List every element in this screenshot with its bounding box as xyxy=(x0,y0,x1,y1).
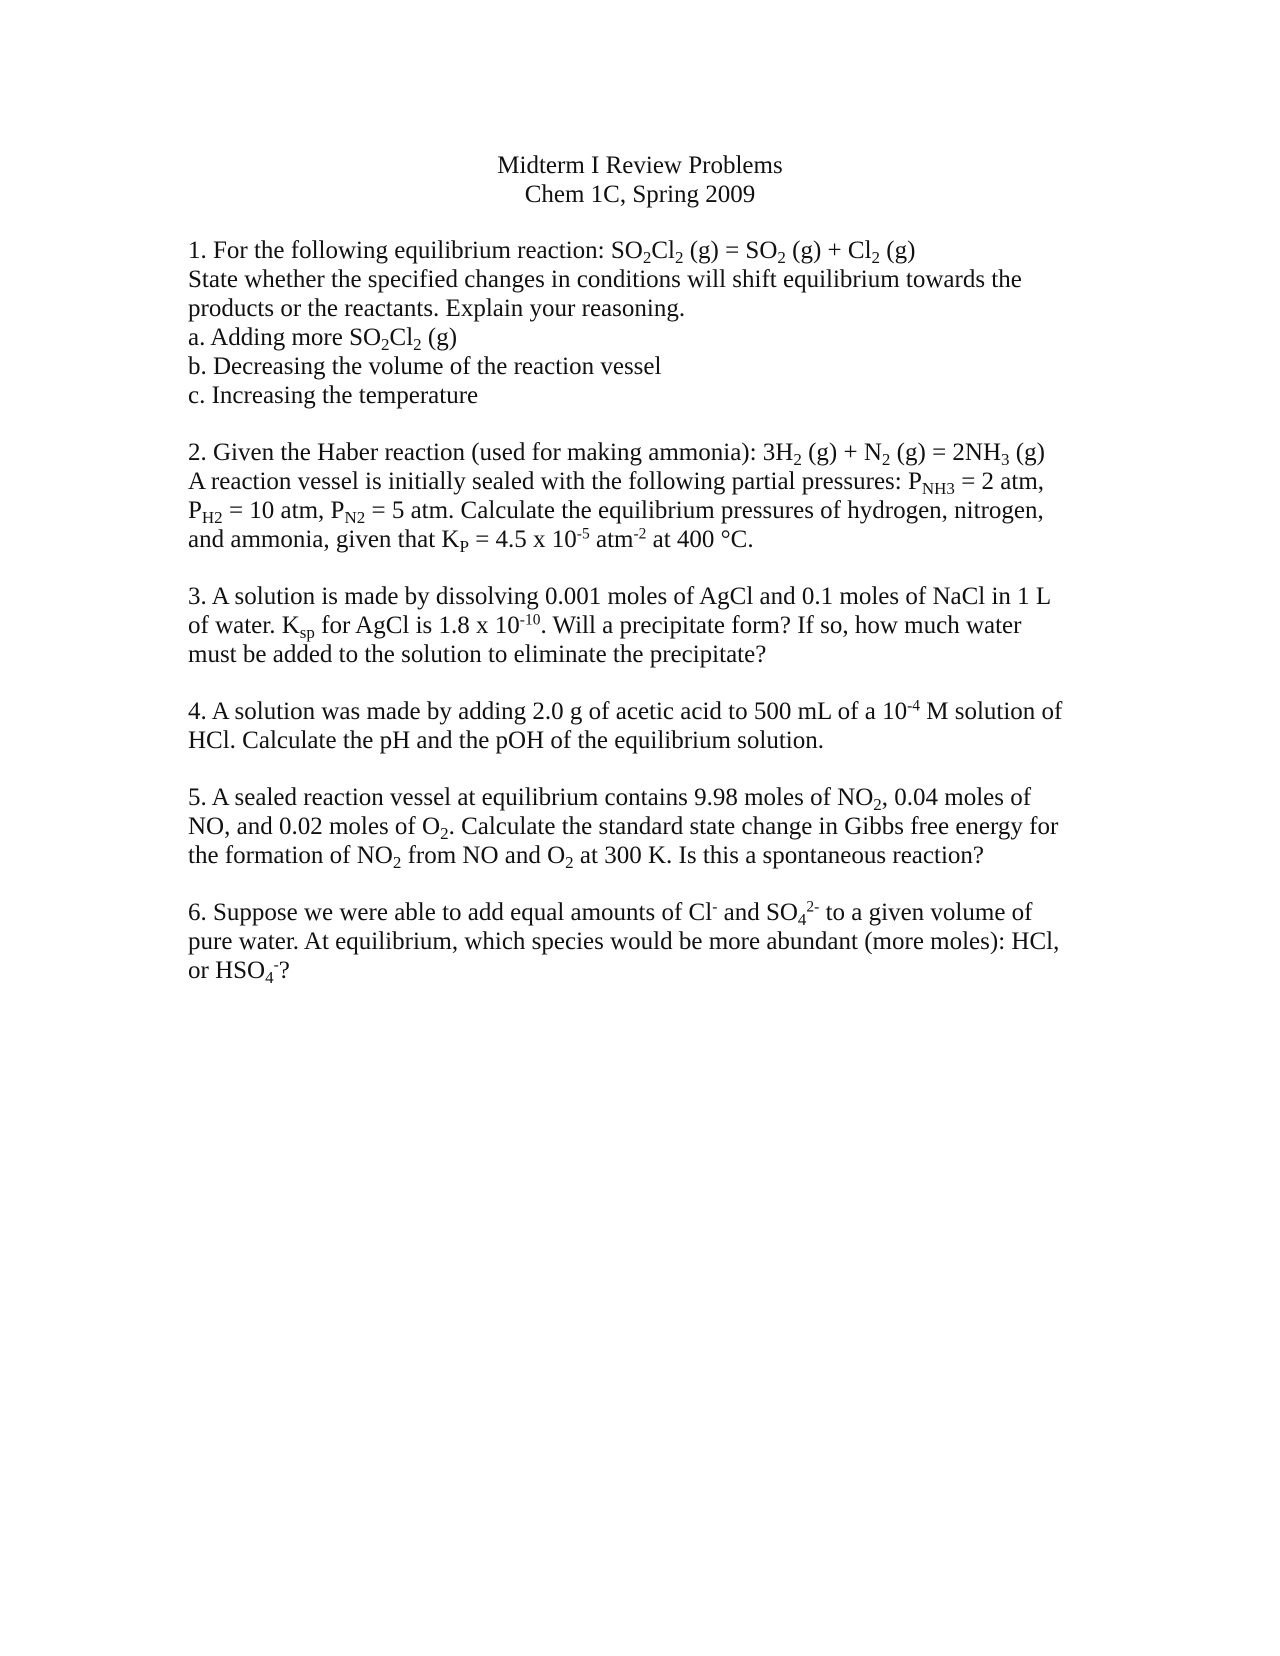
problem-1-line-2: State whether the specified changes in conditions will shift equilibrium towards the xyxy=(188,266,1022,293)
problem-6-line-3: or $HSO_4^-$? xyxy=(188,956,290,987)
problem-5 xyxy=(188,783,1088,870)
problem-6-line-2: pure water. At equilibrium, which species would be more abundant (more moles): HCl, xyxy=(188,928,1060,955)
problem-4-line-2: HCl. Calculate the pH and the pOH of the equilibrium solution. xyxy=(188,727,824,754)
problem-2-line-2: A reaction vessel is initially sealed with the following partial pressures: $P_{NH3} = 2$ atm, xyxy=(188,468,1045,498)
problem-1-part-b: b. Decreasing the volume of the reaction vessel xyxy=(188,353,662,380)
problem-6 xyxy=(188,898,1088,985)
problem-3 xyxy=(188,582,1088,669)
problem-5-line-2: NO, and 0.02 moles of $O_2$. Calculate the standard state change in Gibbs free energy for xyxy=(188,813,1059,843)
problem-2 xyxy=(188,438,1088,554)
problem-2-line-3: $P_{H2} = 10$ atm, $P_{N2} = 5$ atm. Calculate the equilibrium pressures of hydrogen, nitrogen, xyxy=(188,497,1044,527)
problem-3-line-1: 3. A solution is made by dissolving 0.001 moles of AgCl and 0.1 moles of NaCl in 1 L xyxy=(188,583,1052,610)
problem-2-line-1: 2. Given the Haber reaction (used for making ammonia): $3H_2$ $(g) + N_2$ $(g) = 2NH_3$ (g) xyxy=(188,439,1045,469)
problem-3-line-3: must be added to the solution to eliminate the precipitate? xyxy=(188,641,767,668)
problem-1-line-1: 1. For the following equilibrium reaction: $SO_2Cl_2$ $(g) = SO_2$ $(g) + Cl_2$ (g) xyxy=(188,237,916,267)
problem-list xyxy=(188,236,1088,985)
problem-3-line-2: of water. $K_{sp}$ for AgCl is 1.8 x $10^{-10}$. Will a precipitate form? If so, how much water xyxy=(188,611,1022,642)
problem-1-part-a: a. Adding more $SO_2Cl_2$ (g) xyxy=(188,324,458,354)
problem-1 xyxy=(188,236,1088,410)
problem-1-line-3: products or the reactants. Explain your reasoning. xyxy=(188,295,686,322)
document-header xyxy=(0,151,1280,209)
problem-5-line-3: the formation of $NO_2$ from NO and $O_2$ at 300 K. Is this a spontaneous reaction? xyxy=(188,842,984,872)
document-title: Midterm I Review Problems xyxy=(497,152,783,179)
problem-5-line-1: 5. A sealed reaction vessel at equilibrium contains 9.98 moles of $NO_2$, 0.04 moles of xyxy=(188,784,1032,814)
problem-2-line-4: and ammonia, given that $K_P = 4.5$ x $10^{-5}$ atm$^{-2}$ at 400 °C. xyxy=(188,525,754,556)
course-subtitle: Chem 1C, Spring 2009 xyxy=(524,181,756,208)
problem-4 xyxy=(188,697,1088,755)
problem-1-part-c: c. Increasing the temperature xyxy=(188,382,479,409)
problem-6-line-1: 6. Suppose we were able to add equal amounts of Cl- and $SO_4^{2-}$ to a given volume of xyxy=(188,898,1033,929)
problem-4-line-1: 4. A solution was made by adding 2.0 g of acetic acid to 500 mL of a $10^{-4}$ M solution of xyxy=(188,697,1063,725)
